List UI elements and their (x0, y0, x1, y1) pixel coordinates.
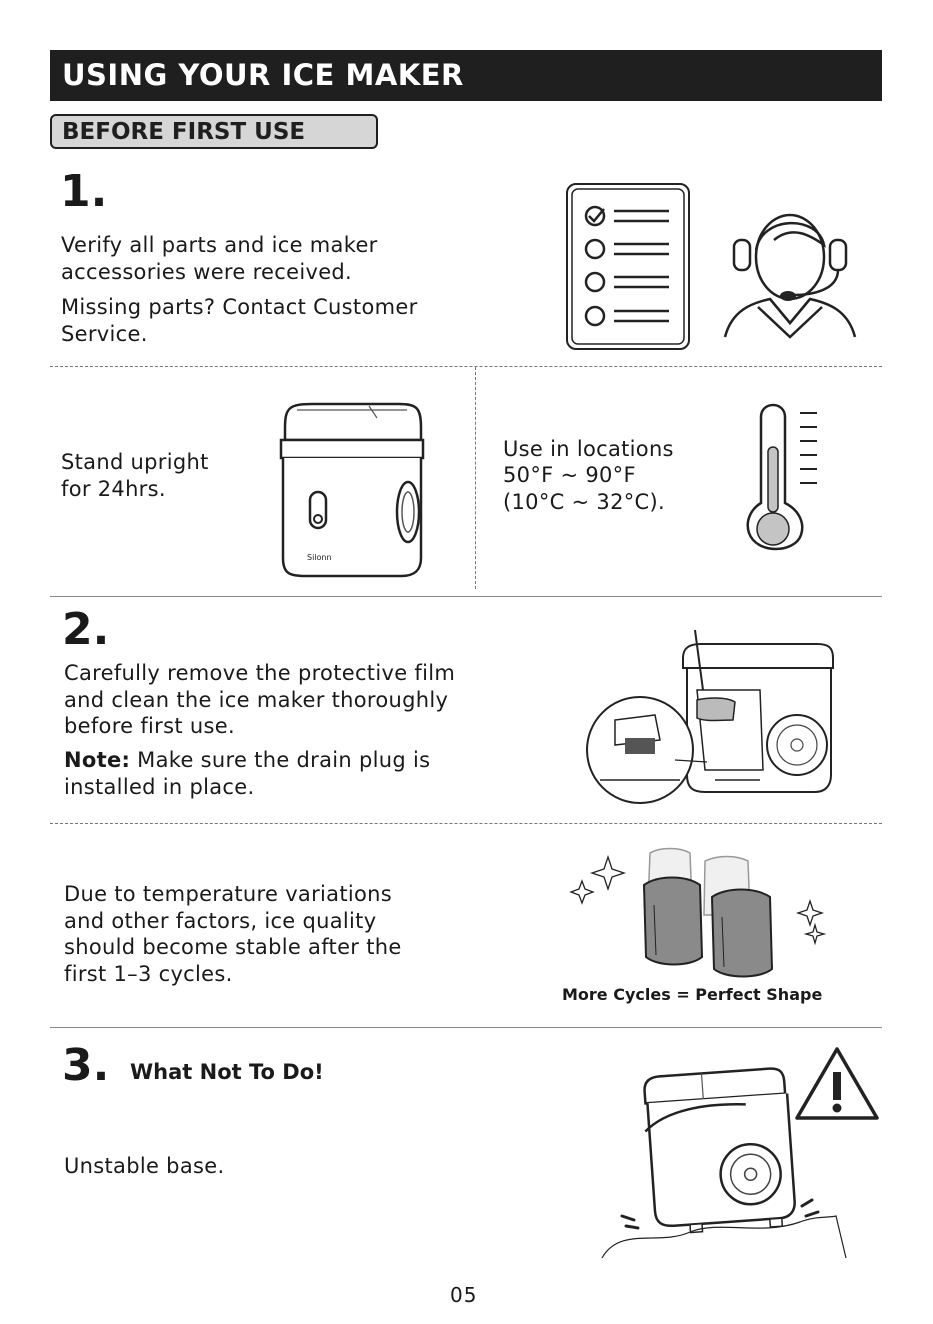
location-text-line-3: (10°C ~ 32°C). (503, 490, 665, 514)
ice-quality-text-line-2: and other factors, ice quality (64, 909, 377, 933)
section-divider (50, 1027, 882, 1028)
step-2-text-line-1: Carefully remove the protective film (64, 661, 456, 685)
upright-text-line-1: Stand upright (61, 450, 209, 474)
page-number: 05 (450, 1283, 478, 1307)
checklist-icon (566, 183, 690, 351)
cleaning-illustration (585, 630, 835, 808)
section-divider (50, 596, 882, 597)
step-1-text-line-4: Service. (61, 322, 148, 346)
step-2-note-line-2: installed in place. (64, 775, 255, 799)
step-2-note-line-1 (64, 747, 430, 774)
dashed-vertical-divider (475, 367, 476, 589)
step-1-text-line-3: Missing parts? Contact Customer (61, 295, 418, 319)
ice-cubes-illustration (570, 845, 832, 980)
ice-quality-text-line-1: Due to temperature variations (64, 882, 393, 906)
dashed-divider (50, 823, 882, 824)
step-3-item: Unstable base. (64, 1154, 225, 1178)
step-2-note-label: Note: (64, 748, 131, 772)
dashed-divider (50, 366, 882, 367)
customer-service-icon (722, 195, 857, 345)
location-text-line-1: Use in locations (503, 437, 674, 461)
step-2-number: 2. (62, 604, 110, 655)
ice-quality-caption: More Cycles = Perfect Shape (562, 985, 823, 1004)
step-3-title: What Not To Do! (130, 1060, 324, 1084)
section-badge (50, 114, 378, 149)
upright-text-line-2: for 24hrs. (61, 477, 166, 501)
thermometer-icon (745, 397, 823, 552)
step-1-text-line-1: Verify all parts and ice maker (61, 233, 378, 257)
ice-quality-text-line-4: first 1–3 cycles. (64, 962, 233, 986)
ice-quality-text-line-3: should become stable after the (64, 935, 402, 959)
tilted-ice-maker-illustration (600, 1066, 850, 1262)
ice-maker-brand: Silonn (307, 553, 332, 562)
step-1-number: 1. (60, 166, 108, 217)
location-text-line-2: 50°F ~ 90°F (503, 463, 636, 487)
ice-maker-icon (277, 398, 425, 580)
page-title: USING YOUR ICE MAKER (62, 58, 464, 92)
step-2-text-line-2: and clean the ice maker thoroughly (64, 688, 449, 712)
step-2-text-line-3: before first use. (64, 714, 235, 738)
step-1-text-line-2: accessories were received. (61, 260, 353, 284)
page-header-bar (50, 50, 882, 101)
step-3-number: 3. (62, 1040, 110, 1091)
section-badge-label: BEFORE FIRST USE (62, 119, 306, 145)
step-2-note-text: Make sure the drain plug is (130, 748, 431, 772)
